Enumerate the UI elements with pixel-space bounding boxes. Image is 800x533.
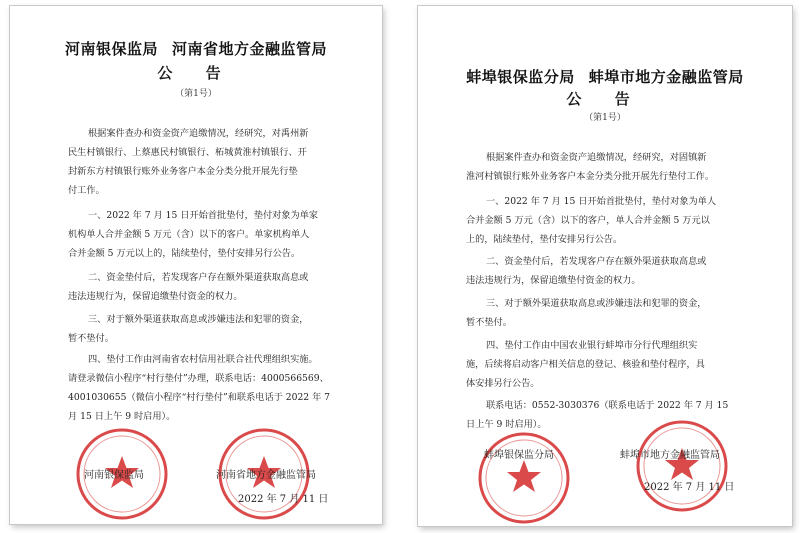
signature-issuer-a: 蚌埠银保监分局 [484, 450, 554, 461]
document-title [10, 38, 382, 59]
text-line: 机构单人合并金额 5 万元（含）以下的客户。单家机构单人 [68, 229, 310, 240]
issuer-name-a: 河南银保监局 [64, 40, 158, 58]
notice-document-henan [10, 6, 382, 524]
paragraph-item-2 [466, 252, 776, 290]
issue-date: 2022 年 7 月 11 日 [238, 494, 329, 505]
paragraph-item-4 [466, 336, 776, 393]
text-line: 一、2022 年 7 月 15 日开始首批垫付，垫付对象为单家 [88, 210, 319, 221]
text-line: 月 15 日上午 9 时启用）。 [68, 411, 176, 422]
issuer-name-b: 河南省地方金融监管局 [172, 40, 328, 58]
text-line: 二、资金垫付后，若发现客户存在额外渠道获取高息或 [486, 256, 707, 267]
text-line: 体安排另行公告。 [466, 378, 540, 389]
text-line: 根据案件查办和资金资产追缴情况，经研究，对禹州新 [88, 128, 309, 139]
issuer-name-b: 蚌埠市地方金融监管局 [588, 68, 744, 86]
text-line: 联系电话：0552-3030376（联系电话于 2022 年 7 月 15 [486, 400, 729, 411]
notice-heading: 公 告 [157, 64, 235, 82]
text-line: 根据案件查办和资金资产追缴情况，经研究，对固镇新 [486, 152, 707, 163]
text-line: 暂不垫付。 [68, 333, 114, 344]
text-line: 民生村镇银行、上蔡惠民村镇银行、柘城黄淮村镇银行、开 [68, 147, 307, 158]
text-line: 请登录微信小程序“村行垫付”办理，联系电话：4000566569、 [68, 373, 329, 384]
text-line: 付工作。 [68, 185, 105, 196]
paragraph-item-3 [466, 294, 776, 332]
document-number: （第1号） [584, 113, 626, 123]
text-line: 四、垫付工作由河南省农村信用社联合社代理组织实施。 [88, 354, 318, 365]
paragraph-item-4 [68, 350, 368, 426]
text-line: 日上午 9 时启用）。 [466, 419, 547, 430]
text-line: 违法违规行为，保留追缴垫付资金的权力。 [466, 275, 641, 286]
issue-date: 2022 年 7 月 11 日 [644, 482, 735, 493]
issuer-name-a: 蚌埠银保监分局 [466, 68, 575, 86]
text-line: 淮河村镇银行账外业务客户本金分类分批开展先行垫付工作。 [466, 171, 715, 182]
paragraph-intro [68, 124, 368, 200]
document-number: （第1号） [175, 89, 217, 99]
text-line: 封新东方村镇银行账外业务客户本金分类分批开展先行垫 [68, 166, 298, 177]
official-seal-left [476, 430, 572, 526]
document-title [418, 66, 792, 87]
text-line: 上的，陆续垫付，垫付安排另行公告。 [466, 234, 623, 245]
paragraph-item-1 [466, 192, 776, 249]
official-seal-right [634, 418, 730, 514]
notice-document-bengbu [418, 6, 792, 526]
text-line: 施，后续将启动客户相关信息的登记、核验和垫付程序，具 [466, 359, 705, 370]
text-line: 一、2022 年 7 月 15 日开始首批垫付，垫付对象为单人 [486, 196, 717, 207]
text-line: 4001030655（微信小程序“村行垫付”和联系电话于 2022 年 7 [68, 392, 331, 403]
text-line: 四、垫付工作由中国农业银行蚌埠市分行代理组织实 [486, 340, 698, 351]
paragraph-item-1 [68, 206, 368, 263]
text-line: 违法违规行为，保留追缴垫付资金的权力。 [68, 291, 243, 302]
text-line: 暂不垫付。 [466, 317, 512, 328]
paragraph-item-3 [68, 310, 368, 348]
signature-issuer-b: 蚌埠市地方金融监管局 [620, 450, 720, 461]
text-line: 二、资金垫付后，若发现客户存在额外渠道获取高息或 [88, 272, 309, 283]
text-line: 合并金额 5 万元以上的，陆续垫付，垫付安排另行公告。 [68, 248, 301, 259]
signature-issuer-b: 河南省地方金融监管局 [216, 470, 316, 481]
text-line: 三、对于额外渠道获取高息或涉嫌违法和犯罪的资金， [486, 298, 707, 309]
signature-issuer-a: 河南银保监局 [84, 470, 144, 481]
text-line: 合并金额 5 万元（含）以下的客户，单人合并金额 5 万元以 [466, 215, 710, 226]
text-line: 三、对于额外渠道获取高息或涉嫌违法和犯罪的资金， [88, 314, 309, 325]
notice-heading: 公 告 [566, 90, 644, 108]
paragraph-intro [466, 148, 776, 186]
paragraph-item-2 [68, 268, 368, 306]
